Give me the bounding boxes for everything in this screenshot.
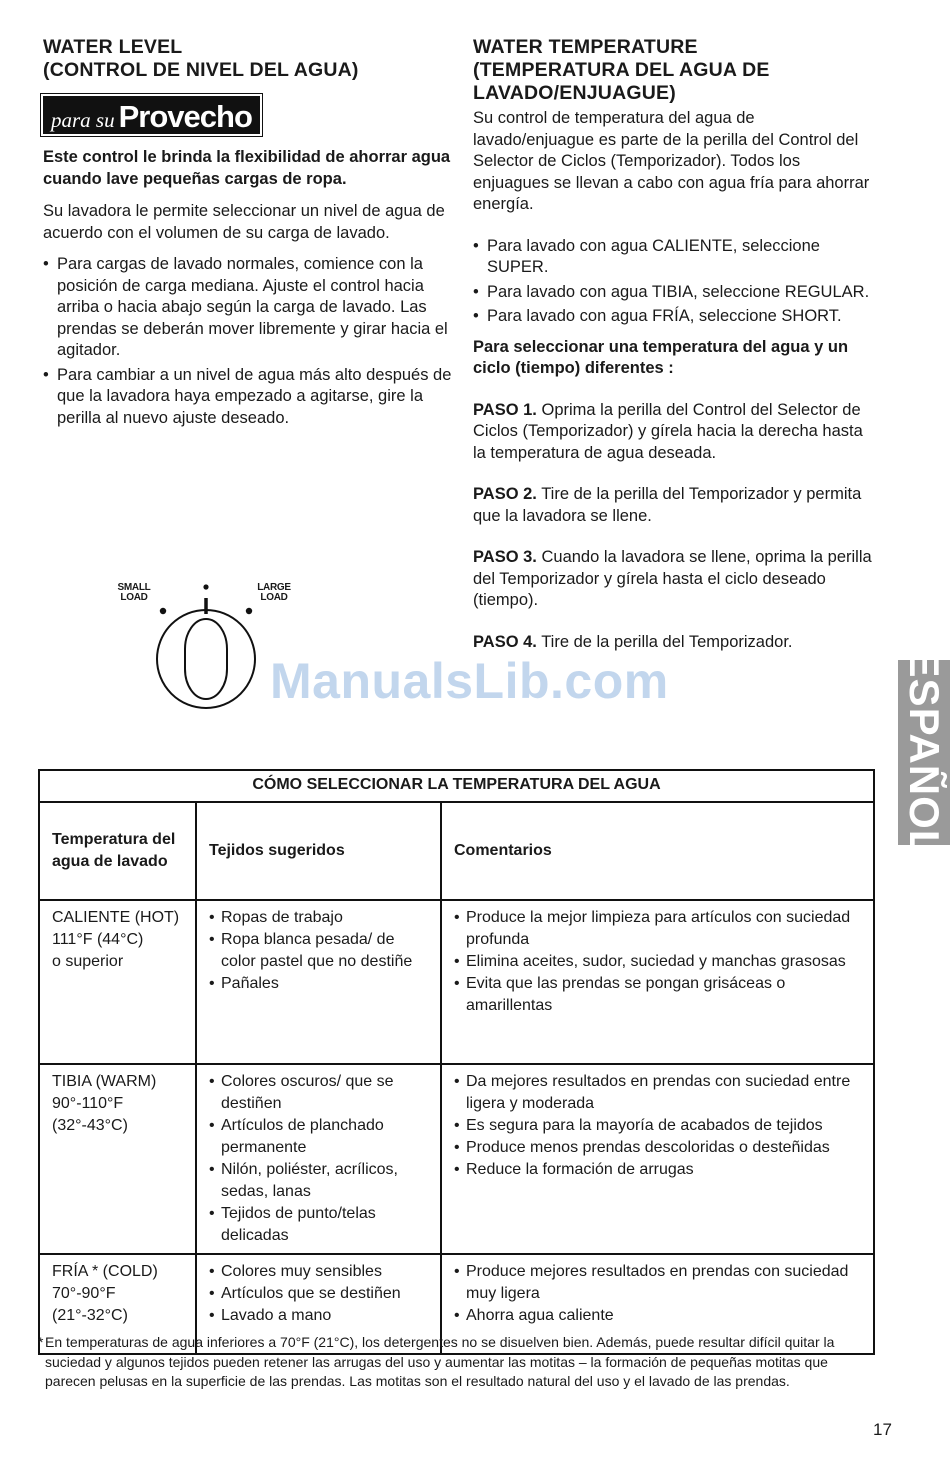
step-2 bbox=[473, 484, 873, 527]
step-1-text: Oprima la perilla del Control del Selector de Ciclos (Temporizador) y gírela hacia la derecha hasta la temperatura de agua deseada. bbox=[473, 400, 863, 462]
cold-water-footnote bbox=[38, 1333, 875, 1392]
water-temperature-bullets bbox=[473, 236, 873, 328]
step-1-label: PASO 1. bbox=[473, 400, 537, 419]
language-side-tab-label: ESPAÑOL bbox=[901, 649, 948, 856]
temp-line: 70°-90°F bbox=[52, 1285, 116, 1302]
fabric-item: • Artículos que se destiñen bbox=[209, 1283, 432, 1305]
water-level-heading bbox=[43, 36, 455, 82]
step-3-text: Cuando la lavadora se llene, oprima la perilla del Temporizador y gírela hasta el ciclo deseado (tiempo). bbox=[473, 548, 872, 609]
table-row bbox=[39, 900, 874, 1064]
water-level-paragraph: Su lavadora le permite seleccionar un nivel de agua de acuerdo con el volumen de su carga de lavado. bbox=[43, 202, 445, 242]
step-3 bbox=[473, 547, 873, 612]
water-level-title: WATER LEVEL bbox=[43, 36, 183, 58]
fabric-item: • Tejidos de punto/telas delicadas bbox=[209, 1203, 432, 1247]
comment-item: • Es segura para la mayoría de acabados de tejidos bbox=[454, 1115, 865, 1137]
fabric-item: • Colores muy sensibles bbox=[209, 1261, 432, 1283]
temp-line: FRÍA * (COLD) bbox=[52, 1263, 158, 1280]
select-temperature-heading: Para seleccionar una temperatura del agua y un ciclo (tiempo) diferentes : bbox=[473, 337, 849, 377]
water-level-bullet: • Para cargas de lavado normales, comience con la posición de carga mediana. Ajuste el control hacia arriba o hacia abajo según la carga de lavado. Las prendas se deberán mover libremente y girar hacia el agitador. bbox=[43, 254, 455, 362]
footnote-star: * bbox=[38, 1334, 44, 1350]
water-temperature-section bbox=[473, 36, 873, 653]
fabric-item: • Colores oscuros/ que se destiñen bbox=[209, 1071, 432, 1115]
comment-item: • Produce la mejor limpieza para artículos con suciedad profunda bbox=[454, 907, 865, 951]
temperature-bullet: • Para lavado con agua CALIENTE, seleccione SUPER. bbox=[473, 236, 873, 279]
small-load-line2: LOAD bbox=[120, 592, 148, 603]
temp-line: (32°-43°C) bbox=[52, 1117, 128, 1134]
step-2-text: Tire de la perilla del Temporizador y permita que la lavadora se llene. bbox=[473, 485, 862, 525]
fabric-item: • Lavado a mano bbox=[209, 1305, 432, 1327]
comment-item: • Da mejores resultados en prendas con suciedad entre ligera y moderada bbox=[454, 1071, 865, 1115]
temp-line: 90°-110°F bbox=[52, 1095, 124, 1112]
temp-cell bbox=[39, 900, 196, 1064]
step-4-text: Tire de la perilla del Temporizador. bbox=[541, 632, 793, 651]
fabrics-cell bbox=[196, 1064, 441, 1254]
comments-cell bbox=[441, 900, 874, 1064]
table-row bbox=[39, 1064, 874, 1254]
step-4-label: PASO 4. bbox=[473, 632, 537, 651]
temp-line: CALIENTE (HOT) bbox=[52, 909, 180, 926]
step-2-label: PASO 2. bbox=[473, 485, 537, 503]
language-side-tab bbox=[898, 649, 950, 856]
water-temperature-subtitle-1: (TEMPERATURA DEL AGUA DE bbox=[473, 59, 770, 81]
fabrics-cell bbox=[196, 900, 441, 1064]
comment-item: • Produce menos prendas descoloridas o desteñidas bbox=[454, 1137, 865, 1159]
para-su-provecho-banner bbox=[43, 96, 260, 134]
large-load-line1: LARGE bbox=[257, 582, 291, 593]
water-temperature-title: WATER TEMPERATURE bbox=[473, 36, 698, 58]
water-level-bullets bbox=[43, 254, 455, 429]
comment-item: • Reduce la formación de arrugas bbox=[454, 1159, 865, 1181]
water-level-lead: Este control le brinda la flexibilidad de ahorrar agua cuando lave pequeñas cargas de ropa. bbox=[43, 148, 451, 188]
fabric-item: • Artículos de planchado permanente bbox=[209, 1115, 432, 1159]
comments-cell bbox=[441, 1064, 874, 1254]
banner-small-text: para su bbox=[51, 108, 115, 132]
temperature-bullet: • Para lavado con agua TIBIA, seleccione REGULAR. bbox=[473, 282, 873, 304]
water-temperature-subtitle-2: LAVADO/ENJUAGUE) bbox=[473, 82, 676, 104]
temperature-bullet: • Para lavado con agua FRÍA, seleccione SHORT. bbox=[473, 306, 873, 328]
temp-line: o superior bbox=[52, 953, 124, 970]
table-caption-row bbox=[39, 770, 874, 802]
header-comments: Comentarios bbox=[441, 802, 874, 900]
temp-line: (21°-32°C) bbox=[52, 1307, 128, 1324]
fabric-item: • Ropas de trabajo bbox=[209, 907, 432, 929]
header-temperature: Temperatura del agua de lavado bbox=[39, 802, 196, 900]
temperature-table bbox=[38, 769, 875, 1355]
header-fabrics: Tejidos sugeridos bbox=[196, 802, 441, 900]
temp-line: TIBIA (WARM) bbox=[52, 1073, 157, 1090]
table-header-row bbox=[39, 802, 874, 900]
temp-line: 111°F (44°C) bbox=[52, 931, 144, 948]
water-temperature-intro: Su control de temperatura del agua de lavado/enjuague es parte de la perilla del Control del Selector de Ciclos (Temporizador). Todos los enjuagues se llevan a cabo con agua fría para ahorrar energía. bbox=[473, 109, 870, 213]
comment-item: • Evita que las prendas se pongan grisáceas o amarillentas bbox=[454, 973, 865, 1017]
step-3-label: PASO 3. bbox=[473, 548, 537, 566]
small-load-line1: SMALL bbox=[117, 582, 151, 593]
fabric-item: • Ropa blanca pesada/ de color pastel que no destiñe bbox=[209, 929, 432, 973]
fabric-item: • Nilón, poliéster, acrílicos, sedas, lanas bbox=[209, 1159, 432, 1203]
comment-item: • Produce mejores resultados en prendas con suciedad muy ligera bbox=[454, 1261, 865, 1305]
banner-big-text: Provecho bbox=[118, 99, 252, 134]
page-number: 17 bbox=[873, 1420, 892, 1439]
step-4 bbox=[473, 632, 873, 654]
comment-item: • Elimina aceites, sudor, suciedad y manchas grasosas bbox=[454, 951, 865, 973]
step-1 bbox=[473, 400, 873, 465]
water-level-subtitle: (CONTROL DE NIVEL DEL AGUA) bbox=[43, 59, 359, 81]
water-level-bullet: • Para cambiar a un nivel de agua más alto después de que la lavadora haya empezado a agitarse, gire la perilla al nuevo ajuste deseado. bbox=[43, 365, 455, 430]
large-load-line2: LOAD bbox=[260, 592, 288, 603]
table-caption: CÓMO SELECCIONAR LA TEMPERATURA DEL AGUA bbox=[39, 770, 874, 802]
manualslib-watermark: ManualsLib.com bbox=[270, 653, 669, 709]
fabric-item: • Pañales bbox=[209, 973, 432, 995]
water-temperature-heading bbox=[473, 36, 873, 105]
comment-item: • Ahorra agua caliente bbox=[454, 1305, 865, 1327]
temp-cell bbox=[39, 1064, 196, 1254]
water-level-section bbox=[43, 36, 455, 432]
footnote-text: En temperaturas de agua inferiores a 70°F (21°C), los detergentes no se disuelven bien. Además, puede resultar difícil quitar la suciedad y algunos tejidos pueden retener las arrugas del uso y aumentar las motitas – la formación de pequeñas motitas que parecen pelusas en la superficie de las prendas. Las motitas son el resultado natural del uso y el lavado de las prendas. bbox=[45, 1334, 835, 1389]
